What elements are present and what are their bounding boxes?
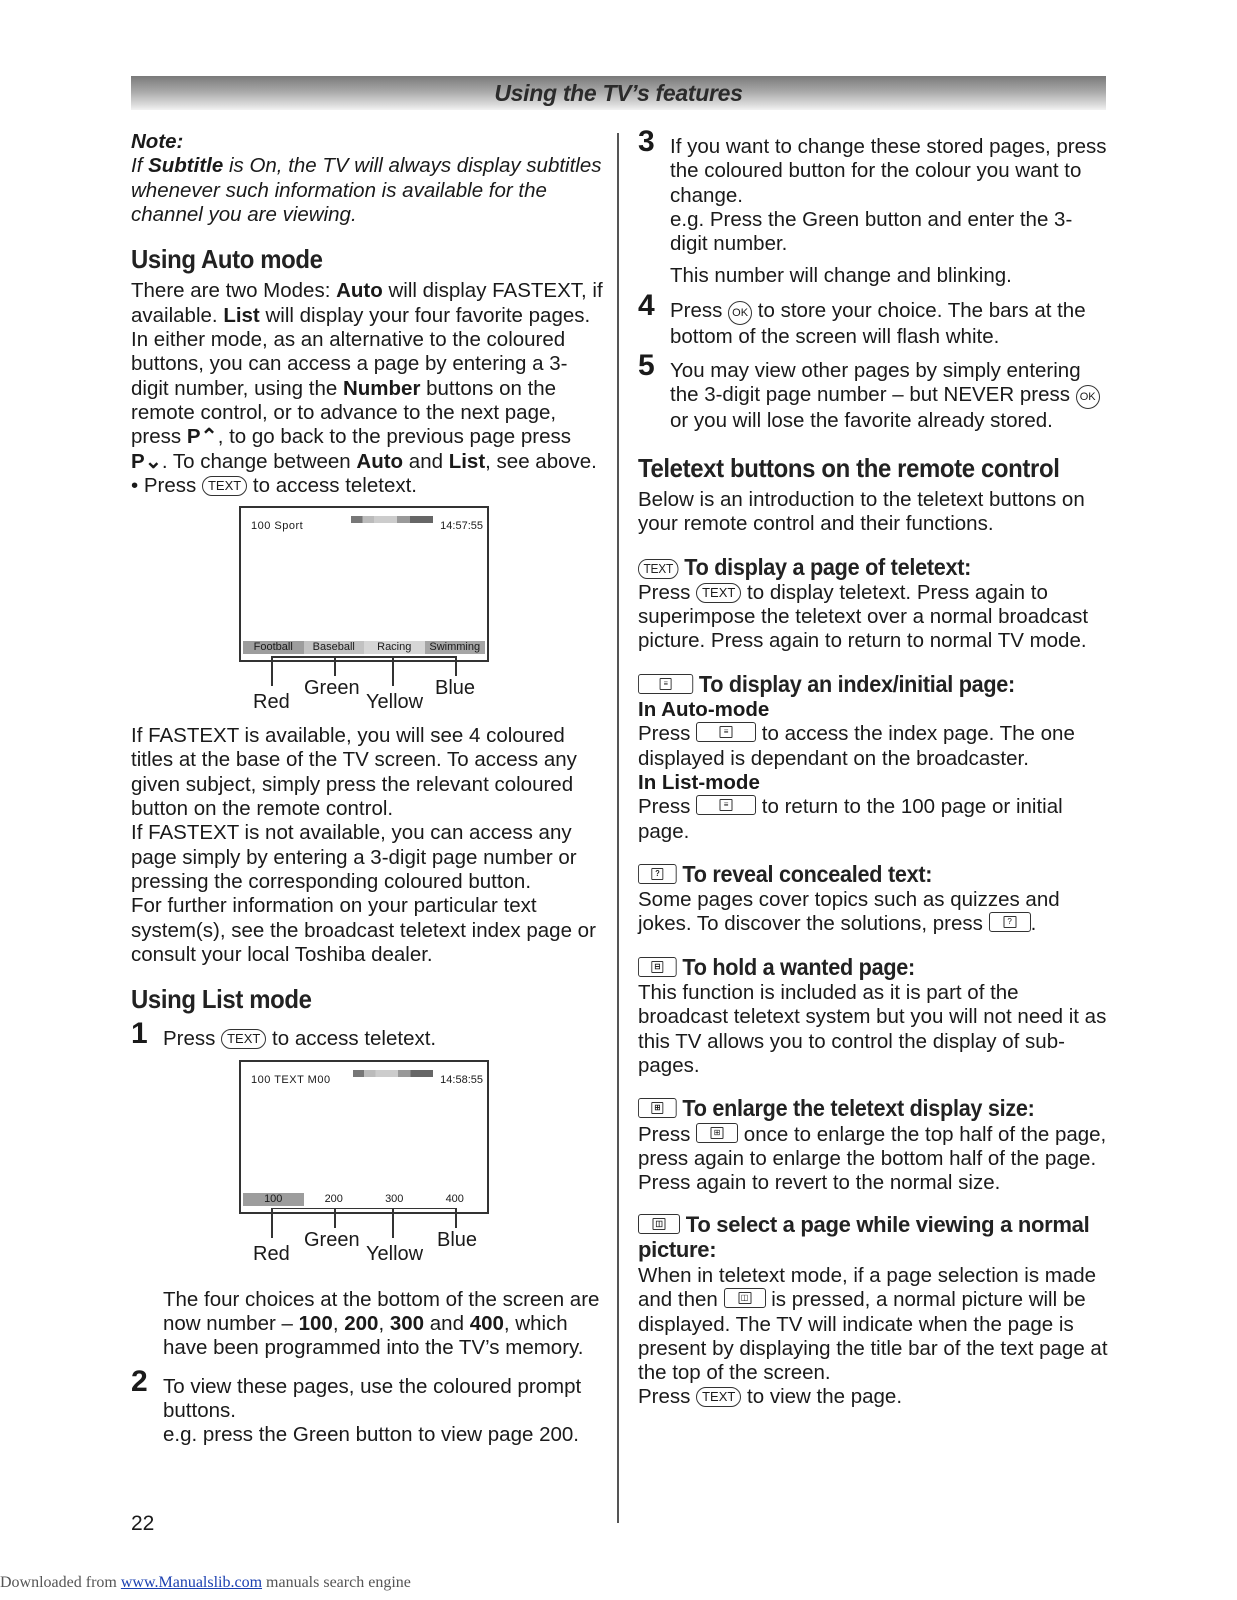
label-yellow: Yellow — [366, 1242, 424, 1265]
auto-mode-index-text: Press ≡ to access the index page. The one displayed is dependant on the broadcaster. — [638, 722, 1075, 770]
enlarge-heading: ⊞ To enlarge the teletext display size: — [638, 1096, 1070, 1120]
list-mode-heading: Using List mode — [131, 984, 312, 1015]
teletext-buttons-heading: Teletext buttons on the remote control — [638, 452, 1060, 483]
label-yellow: Yellow — [366, 691, 424, 714]
list-page-400: 400 — [425, 1193, 486, 1206]
tv-screen-list — [239, 1060, 489, 1214]
page-number: 22 — [131, 1512, 155, 1535]
colour-labels-2 — [239, 1214, 489, 1266]
fastext-yellow: Racing — [364, 641, 425, 654]
fastext-paragraph-1: If FASTEXT is available, you will see 4 coloured titles at the base of the TV screen. To access any given subject, simply press the relevant coloured button on the remote control. — [131, 724, 577, 821]
label-blue: Blue — [435, 677, 476, 700]
text-button-icon: TEXT — [202, 476, 247, 496]
ok-button-icon: OK — [1076, 385, 1100, 409]
select-page-text: When in teletext mode, if a page selection is made and then ◫ is pressed, a normal picture will be displayed. The TV will indicate when the page is present by displaying the title bar of the text page at the top of the screen. — [638, 1263, 1108, 1385]
text-button-icon: TEXT — [696, 583, 741, 603]
list-mode-subheading: In List-mode — [638, 770, 760, 794]
index-button-icon: ≡ — [696, 722, 756, 742]
reveal-text: Some pages cover topics such as quizzes and jokes. To discover the solutions, press ? . — [638, 888, 1060, 936]
mix-button-icon: ◫ — [638, 1214, 680, 1234]
label-red: Red — [253, 691, 290, 714]
auto-mode-paragraph: There are two Modes: Auto will display FASTEXT, if available. List will display your four favorite pages. In either mode, as an alternative to the coloured buttons, you can access a page by entering a 3-digit number, using the Number buttons on the remote control, or to advance to the next page, press P⌃, to go back to the previous page press P⌄. To change between Auto and List, see above. — [131, 279, 603, 473]
index-button-icon: ≡ — [638, 674, 693, 694]
left-column — [131, 130, 605, 1448]
column-divider — [617, 133, 619, 1523]
list-mode-index-text: Press ≡ to return to the 100 page or initial page. — [638, 795, 1063, 843]
step-1: 1 Press TEXT to access teletext. — [131, 1017, 437, 1051]
list-page-300: 300 — [364, 1193, 425, 1206]
hold-text: This function is included as it is part of the broadcast teletext system but you will not need it as this TV allows you to control the display of sub-pages. — [638, 981, 1107, 1077]
step-4: 4 Press OK to store your choice. The bars at the bottom of the screen will flash white. — [638, 288, 1086, 348]
label-green: Green — [304, 1228, 360, 1251]
manualslib-link[interactable]: www.Manualslib.com — [120, 1574, 263, 1591]
label-green: Green — [304, 677, 360, 700]
select-page-end: Press TEXT to view the page. — [638, 1385, 903, 1409]
note-heading: Note: — [131, 130, 184, 153]
header-bar — [131, 76, 1106, 110]
step-2: 2 To view these pages, use the coloured prompt buttons. e.g. press the Green button to view page 200. — [131, 1364, 582, 1447]
fastext-paragraph-2: If FASTEXT is not available, you can access any page simply by entering a 3-digit page number or pressing the corresponding coloured button. — [131, 821, 577, 893]
fastext-paragraph-3: For further information on your particular text system(s), see the broadcast teletext index page or consult your local Toshiba dealer. — [131, 894, 596, 966]
colour-labels-1 — [239, 662, 489, 714]
note-text: If Subtitle is On, the TV will always display subtitles whenever such information is available for the channel you are viewing. — [131, 154, 602, 226]
fastext-red: Football — [243, 641, 304, 654]
fastext-blue: Swimming — [425, 641, 486, 654]
tv-list-bar — [243, 1193, 485, 1206]
enlarge-button-icon: ⊞ — [696, 1123, 738, 1143]
reveal-button-icon: ? — [638, 864, 677, 884]
auto-mode-heading: Using Auto mode — [131, 244, 323, 275]
enlarge-button-icon: ⊞ — [638, 1098, 677, 1118]
tv-screen-fastext — [239, 506, 489, 662]
text-button-icon: TEXT — [221, 1029, 266, 1049]
auto-mode-subheading: In Auto-mode — [638, 698, 770, 722]
tv-status-bar — [351, 516, 433, 523]
bullet-press-text: • Press TEXT to access teletext. — [131, 473, 417, 497]
footer: Downloaded from www.Manualslib.com manuals search engine — [0, 1574, 411, 1591]
header-title: Using the TV’s features — [494, 80, 743, 106]
tv-fastext-bar — [243, 641, 485, 654]
select-page-heading: ◫ To select a page while viewing a normal picture: — [638, 1212, 1090, 1262]
tv-clock: 14:57:55 — [440, 520, 483, 533]
tv-topline: 100 TEXT M00 — [251, 1073, 331, 1086]
p-down-icon: ⌄ — [144, 449, 162, 473]
step-5: 5 You may view other pages by simply entering the 3-digit page number – but NEVER press OK or you will lose the favorite already stored. — [638, 359, 1108, 434]
hold-button-icon: ⊟ — [638, 957, 677, 977]
reveal-button-icon: ? — [989, 912, 1031, 932]
text-button-icon: TEXT — [638, 559, 679, 579]
mix-button-icon: ◫ — [724, 1288, 766, 1308]
label-blue: Blue — [437, 1228, 478, 1251]
list-page-100: 100 — [243, 1193, 304, 1206]
list-page-200: 200 — [304, 1193, 365, 1206]
reveal-heading: ? To reveal concealed text: — [638, 862, 1070, 886]
enlarge-text: Press ⊞ once to enlarge the top half of the page, press again to enlarge the bottom half of the page. Press again to revert to the normal size. — [638, 1122, 1107, 1195]
tv-clock: 14:58:55 — [440, 1073, 483, 1086]
fastext-green: Baseball — [304, 641, 365, 654]
tv-topline: 100 Sport — [251, 520, 304, 533]
label-red: Red — [253, 1242, 290, 1265]
display-page-text: Press TEXT to display teletext. Press again to superimpose the teletext over a normal broadcast picture. Press again to return to normal TV mode. — [638, 580, 1089, 653]
ok-button-icon: OK — [728, 301, 752, 325]
teletext-intro: Below is an introduction to the teletext buttons on your remote control and their functions. — [638, 487, 1085, 536]
text-button-icon: TEXT — [696, 1387, 741, 1407]
hold-heading: ⊟ To hold a wanted page: — [638, 955, 1070, 979]
index-button-icon: ≡ — [696, 795, 756, 815]
step-3: 3 If you want to change these stored pages, press the coloured button for the colour you want to change. e.g. Press the Green button and enter the 3-digit number. This number will change and blinking. — [638, 125, 1107, 288]
choices-paragraph: The four choices at the bottom of the screen are now number – 100, 200, 300 and 400, which have been programmed into the TV’s memory. — [163, 1287, 600, 1360]
right-column — [638, 125, 1108, 1410]
p-up-icon: ⌃ — [200, 425, 218, 449]
index-page-heading: ≡ To display an index/initial page: — [638, 672, 1070, 696]
display-page-heading: TEXT To display a page of teletext: — [638, 555, 1070, 579]
